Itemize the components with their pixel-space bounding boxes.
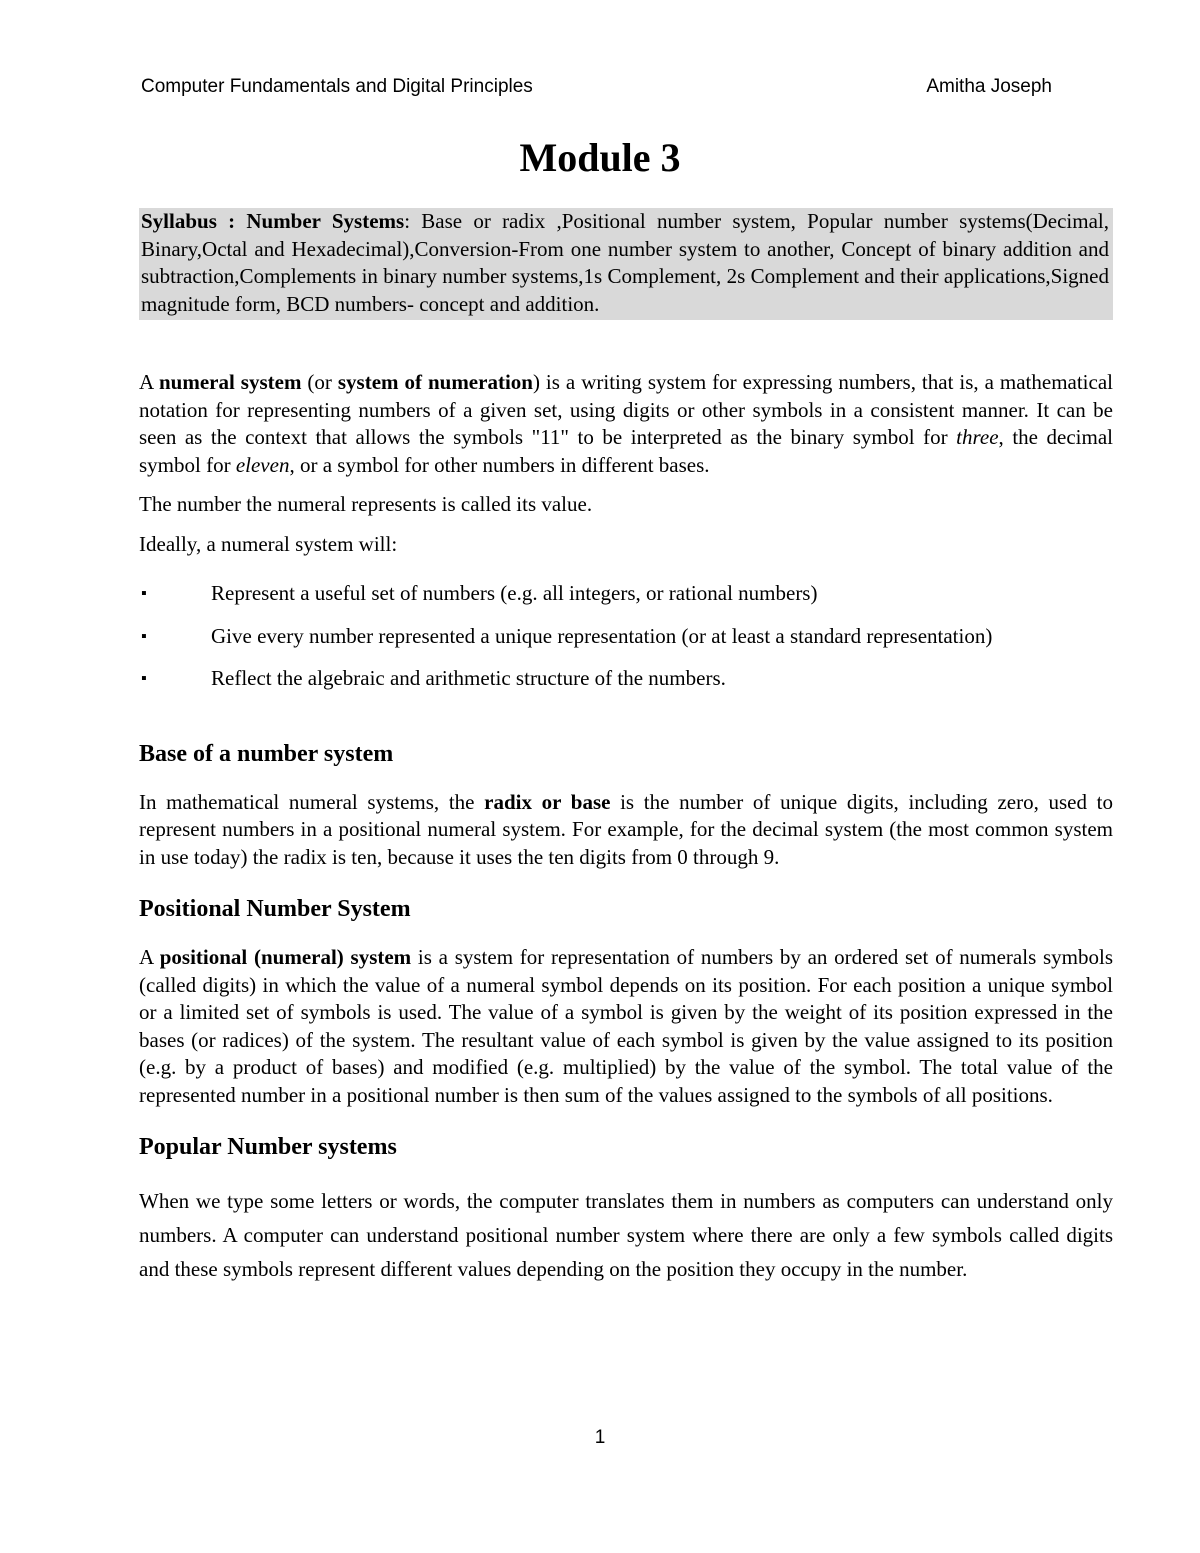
positional-paragraph xyxy=(139,944,1113,1109)
base-text: is the number of unique digits, including zero, used to represent numbers in a positional numeral system. For example, for the decimal system (the most common system in use today) the radix is ten, because it uses the ten digits from 0 through 9. xyxy=(139,789,1114,869)
syllabus-label: Syllabus : Number Systems xyxy=(141,209,405,233)
intro-text: , or a symbol for other numbers in different bases. xyxy=(289,452,710,477)
syllabus-text: : Base or radix ,Positional number system, Popular number systems(Decimal, Binary,Octal and Hexadecimal),Conversion-From one number system to another, Concept of binary addition and subtraction,Complements in binary number systems,1s Complement, 2s Complement and their applications,Signed magnitude form, BCD numbers- concept and addition. xyxy=(141,209,1109,316)
ideally-paragraph: Ideally, a numeral system will: xyxy=(139,531,398,556)
positional-text: A xyxy=(139,945,160,969)
intro-term: numeral system xyxy=(158,370,302,394)
intro-paragraph xyxy=(139,369,1113,479)
intro-term: system of numeration xyxy=(337,370,533,394)
running-header xyxy=(141,76,1052,98)
popular-paragraph: When we type some letters or words, the computer translates them in numbers as computers can understand only numbers. A computer can understand positional number system where there are only a few symbols called digits and these symbols represent different values depending on the position they occupy in the number. xyxy=(139,1189,1113,1281)
positional-text: is a system for representation of numbers by an ordered set of numerals symbols (called digits) in which the value of a numeral symbol depends on its position. For each position a unique symbol or a limited set of symbols is used. The value of a symbol is given by the weight of its position expressed in the bases (or radices) of the system. The resultant value of each symbol is given by the value assigned to its position (e.g. by a product of bases) and modified (e.g. multiplied) by the value of the symbol. The total value of the represented number in a positional number is then sum of the values assigned to the symbols of all positions. xyxy=(139,945,1113,1107)
page-number: 1 xyxy=(594,1427,606,1448)
intro-text: ) is a writing system for expressing numbers, that is, a mathematical notation for representing numbers of a given set, using digits or other symbols in a consistent manner. It can be seen as the context that allows the symbols "11" to be interpreted as the binary symbol for xyxy=(139,370,1113,449)
intro-emphasis: three xyxy=(956,425,999,449)
list-item xyxy=(139,580,1113,608)
list-item-text: Give every number represented a unique representation (or at least a standard representation) xyxy=(211,623,993,648)
list-item-text: Reflect the algebraic and arithmetic structure of the numbers. xyxy=(211,666,726,690)
base-paragraph xyxy=(139,789,1113,872)
syllabus-box xyxy=(139,208,1113,320)
bullet-icon: ▪ xyxy=(141,670,147,687)
author-name: Amitha Joseph xyxy=(926,76,1052,97)
heading-popular: Popular Number systems xyxy=(139,1134,397,1160)
base-term: radix or base xyxy=(484,789,611,814)
heading-positional: Positional Number System xyxy=(139,896,411,922)
intro-text: A xyxy=(139,370,159,394)
positional-term: positional (numeral) system xyxy=(159,945,412,969)
heading-base: Base of a number system xyxy=(139,740,394,767)
bullet-icon: ▪ xyxy=(141,585,147,602)
intro-text: (or xyxy=(301,370,338,394)
list-item xyxy=(139,665,1113,693)
base-text: In mathematical numeral systems, the xyxy=(139,789,485,814)
page-title: Module 3 xyxy=(519,135,681,180)
intro-emphasis: eleven xyxy=(235,452,290,477)
document-body xyxy=(139,208,1113,1286)
course-title: Computer Fundamentals and Digital Principles xyxy=(141,76,533,97)
intro-text: , the decimal symbol for xyxy=(139,425,1113,477)
list-item-text: Represent a useful set of numbers (e.g. all integers, or rational numbers) xyxy=(211,581,818,605)
value-paragraph: The number the numeral represents is called its value. xyxy=(139,492,593,516)
list-item xyxy=(139,623,1113,651)
bullet-icon: ▪ xyxy=(141,627,147,645)
bullet-list xyxy=(139,580,1113,693)
